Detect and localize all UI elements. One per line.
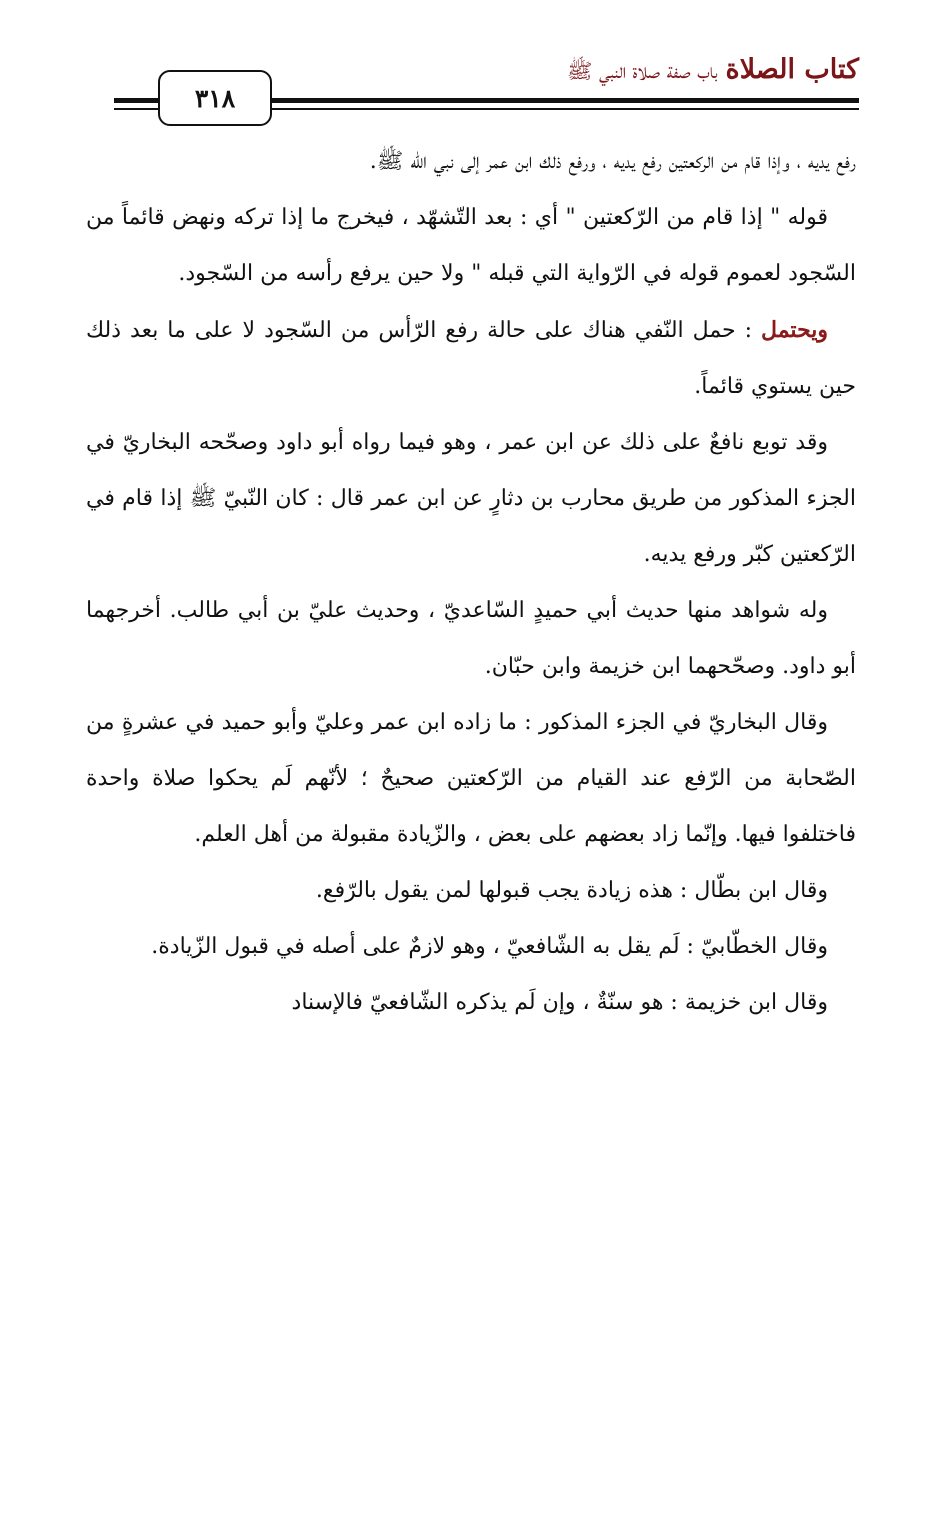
paragraph bbox=[86, 583, 856, 695]
page-number-box bbox=[158, 70, 272, 126]
paragraph bbox=[86, 134, 856, 190]
paragraph-text: قوله " إذا قام من الرّكعتين " أي : بعد التّشهّد ، فيخرج ما إذا تركه ونهض قائماً من السّجود لعموم قوله في الرّواية التي قبله " ولا حين يرفع رأسه من السّجود. bbox=[86, 205, 856, 286]
paragraph-text: وله شواهد منها حديث أبي حميدٍ السّاعديّ ، وحديث عليّ بن أبي طالب. أخرجهما أبو داود. وصحّحهما ابن خزيمة وابن حبّان. bbox=[86, 598, 856, 679]
paragraph-text: وقال ابن خزيمة : هو سنّةٌ ، وإن لَم يذكره الشّافعيّ فالإسناد bbox=[291, 990, 828, 1015]
page-header bbox=[0, 0, 945, 130]
paragraph bbox=[86, 863, 856, 919]
paragraph bbox=[86, 695, 856, 863]
running-title bbox=[567, 52, 859, 89]
paragraph bbox=[86, 302, 856, 415]
page-body bbox=[86, 134, 856, 1031]
paragraph-text: وقد توبع نافعٌ على ذلك عن ابن عمر ، وهو فيما رواه أبو داود وصحّحه البخاريّ في الجزء المذكور من طريق محارب بن دثارٍ عن ابن عمر قال : كان النّبيّ ﷺ إذا قام في الرّكعتين كبّر ورفع يديه. bbox=[86, 430, 856, 567]
paragraph bbox=[86, 415, 856, 583]
page-number: ٣١٨ bbox=[194, 83, 236, 113]
paragraph bbox=[86, 975, 856, 1031]
paragraph bbox=[86, 190, 856, 302]
paragraph-text: رفع يديه ، وإذا قام من الركعتين رفع يديه ، ورفع ذلك ابن عمر إلى نبي الله ﷺ. bbox=[369, 149, 856, 174]
paragraph-text: وقال البخاريّ في الجزء المذكور : ما زاده ابن عمر وعليّ وأبو حميد في عشرةٍ من الصّحابة من الرّفع عند القيام من الرّكعتين صحيحٌ ؛ لأنّهم لَم يحكوا صلاة واحدة فاختلفوا فيها. وإنّما زاد بعضهم على بعض ، والزّيادة مقبولة من أهل العلم. bbox=[86, 710, 856, 847]
book-title: كتاب الصلاة bbox=[725, 54, 859, 85]
chapter-title: باب صفة صلاة النبي ﷺ bbox=[566, 59, 718, 83]
highlighted-term: ويحتمل bbox=[761, 317, 829, 343]
paragraph-text: : حمل النّفي هناك على حالة رفع الرّأس من السّجود لا على ما بعد ذلك حين يستوي قائماً. bbox=[86, 318, 856, 399]
paragraph-text: وقال ابن بطّال : هذه زيادة يجب قبولها لمن يقول بالرّفع. bbox=[315, 878, 828, 903]
paragraph-text: وقال الخطّابيّ : لَم يقل به الشّافعيّ ، وهو لازمٌ على أصله في قبول الزّيادة. bbox=[151, 934, 828, 959]
paragraph bbox=[86, 919, 856, 975]
